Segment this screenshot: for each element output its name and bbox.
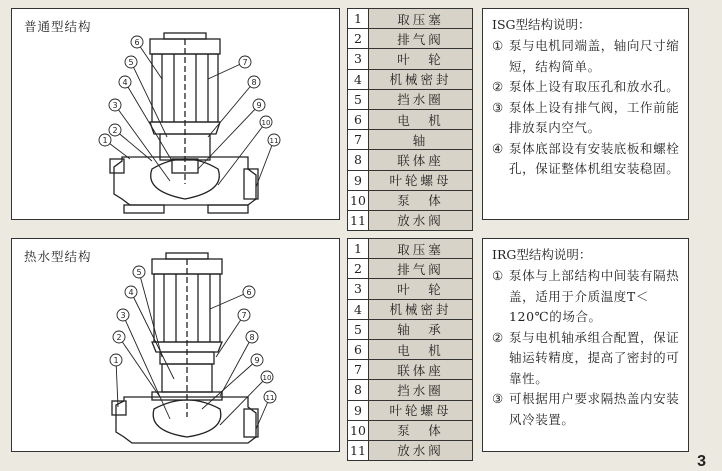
table-row: 7 联体座 bbox=[348, 360, 473, 380]
table-row: 4 机械密封 bbox=[348, 69, 473, 89]
table-row: 3 叶 轮 bbox=[348, 49, 473, 69]
table-row: 2 排气阀 bbox=[348, 259, 473, 279]
table-row: 9 叶轮螺母 bbox=[348, 400, 473, 420]
callout-leader-line bbox=[140, 47, 162, 79]
hot-water-pump-diagram bbox=[12, 239, 338, 451]
callout-number: 10 bbox=[262, 374, 272, 382]
hot-water-parts-table bbox=[347, 238, 473, 461]
callout-number: 7 bbox=[242, 58, 248, 67]
irg-description-panel bbox=[482, 238, 689, 452]
table-row: 3 叶 轮 bbox=[348, 279, 473, 299]
callout-number: 8 bbox=[249, 333, 255, 342]
isg-description-panel bbox=[482, 8, 689, 220]
list-item: ④ 泵体底部设有安装底板和螺栓孔，保证整体机组安装稳固。 bbox=[492, 140, 680, 176]
motor-top-cap bbox=[164, 33, 206, 39]
callout-leader-line bbox=[208, 65, 240, 79]
callout-number: 1 bbox=[102, 136, 108, 145]
callout-leader-line bbox=[125, 320, 170, 419]
list-item: ① 泵体与上部结构中间装有隔热盖，适用于介质温度T＜120℃的场合。 bbox=[492, 268, 680, 324]
table-row: 11 放水阀 bbox=[348, 440, 473, 460]
page-number: 3 bbox=[697, 453, 706, 470]
callout-number: 7 bbox=[241, 311, 247, 320]
list-item: ③ 泵体上设有排气阀，工作前能排放泵内空气。 bbox=[492, 99, 680, 135]
list-item: ① 泵与电机同端盖，轴向尺寸缩短，结构简单。 bbox=[492, 38, 680, 74]
table-row: 8 联体座 bbox=[348, 150, 473, 170]
callout-number: 9 bbox=[254, 356, 260, 365]
isg-description-title: ISG型结构说明： bbox=[492, 17, 591, 32]
callout-number: 3 bbox=[120, 311, 126, 320]
callout-number: 10 bbox=[261, 119, 271, 127]
table-row: 5 轴 承 bbox=[348, 319, 473, 339]
callout-number: 6 bbox=[134, 38, 140, 47]
callout-number: 4 bbox=[122, 78, 128, 87]
table-row: 5 挡水圈 bbox=[348, 89, 473, 109]
standard-structure-title: 普通型结构 bbox=[24, 19, 92, 34]
callout-number: 9 bbox=[256, 101, 262, 110]
table-row: 10 泵 体 bbox=[348, 190, 473, 210]
callout-number: 8 bbox=[251, 78, 257, 87]
standard-structure-panel bbox=[11, 8, 340, 220]
callout-leader-line bbox=[208, 87, 250, 137]
callout-number: 2 bbox=[112, 126, 118, 135]
table-row: 10 泵 体 bbox=[348, 420, 473, 440]
hot-water-structure-panel bbox=[11, 238, 340, 452]
table-row: 8 挡水圈 bbox=[348, 380, 473, 400]
callout-leader-line bbox=[110, 144, 130, 159]
irg-description-title: IRG型结构说明： bbox=[492, 247, 592, 262]
callout-leader-line bbox=[128, 87, 172, 161]
callout-leader-line bbox=[256, 146, 272, 187]
callout-leader-line bbox=[220, 342, 249, 396]
callout-leader-line bbox=[198, 109, 255, 169]
callout-number: 3 bbox=[112, 101, 118, 110]
table-row: 4 机械密封 bbox=[348, 299, 473, 319]
table-row: 1 取压塞 bbox=[348, 9, 473, 29]
table-row: 9 叶轮螺母 bbox=[348, 170, 473, 190]
callout-number: 2 bbox=[116, 333, 122, 342]
callout-number: 4 bbox=[128, 288, 134, 297]
callout-leader-line bbox=[210, 294, 243, 309]
callout-leader-line bbox=[202, 364, 253, 409]
table-row: 6 电 机 bbox=[348, 109, 473, 129]
callout-number: 5 bbox=[136, 268, 142, 277]
standard-parts-table bbox=[347, 8, 473, 231]
table-row: 11 放水阀 bbox=[348, 210, 473, 230]
table-row: 1 取压塞 bbox=[348, 239, 473, 259]
table-row: 2 排气阀 bbox=[348, 29, 473, 49]
table-row: 6 电 机 bbox=[348, 339, 473, 359]
standard-pump-diagram bbox=[12, 9, 338, 219]
hot-water-structure-title: 热水型结构 bbox=[24, 249, 92, 264]
callout-number: 11 bbox=[269, 137, 279, 145]
list-item: ③ 可根据用户要求隔热盖内安装风冷装置。 bbox=[492, 391, 680, 427]
callout-leader-line bbox=[122, 342, 160, 397]
callout-number: 11 bbox=[265, 394, 275, 402]
callout-number: 5 bbox=[128, 58, 134, 67]
list-item: ② 泵与电机轴承组合配置，保证轴运转精度，提高了密封的可靠性。 bbox=[492, 329, 680, 386]
table-row: 7 轴 bbox=[348, 130, 473, 150]
callout-number: 1 bbox=[113, 356, 119, 365]
callout-number: 6 bbox=[246, 288, 252, 297]
list-item: ② 泵体上设有取压孔和放水孔。 bbox=[492, 79, 680, 94]
